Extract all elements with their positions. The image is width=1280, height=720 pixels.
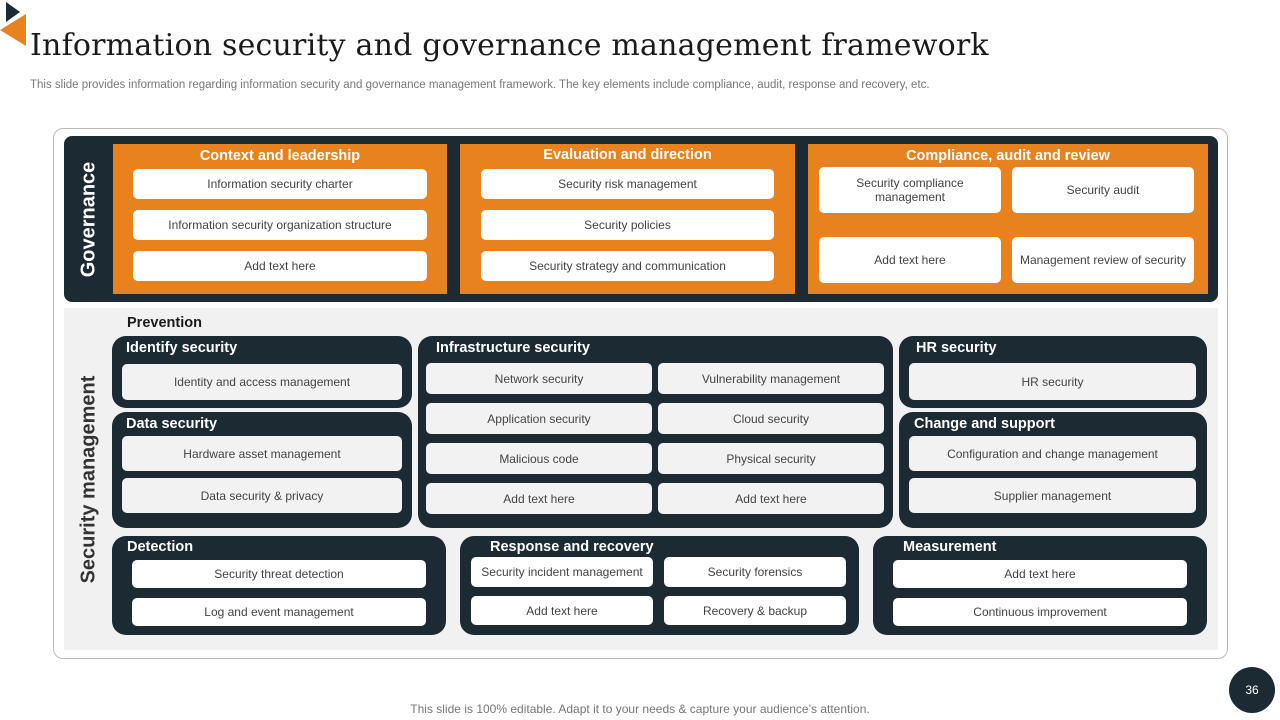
node-add-text: Add text here (893, 560, 1187, 588)
detection-panel (112, 536, 446, 635)
node-network-security: Network security (426, 363, 652, 394)
security-management-label: Security management (77, 375, 100, 583)
data-security-panel (112, 412, 412, 528)
node-management-review: Management review of security (1012, 237, 1194, 283)
node-strategy-communication: Security strategy and communication (481, 251, 774, 281)
node-recovery-backup: Recovery & backup (664, 596, 846, 625)
change-support-panel (899, 412, 1207, 528)
panel-title: Identify security (126, 340, 238, 356)
node-add-text: Add text here (471, 596, 653, 625)
infrastructure-security-panel (418, 336, 893, 528)
node-security-policies: Security policies (481, 210, 774, 240)
context-leadership-panel (113, 144, 447, 294)
logo-orange-triangle (0, 14, 26, 46)
panel-title: Evaluation and direction (543, 147, 712, 163)
node-organization-structure: Information security organization structure (133, 210, 427, 240)
node-application-security: Application security (426, 403, 652, 434)
node-threat-detection: Security threat detection (132, 560, 426, 588)
panel-title: Response and recovery (490, 539, 654, 555)
panel-title: Data security (126, 416, 218, 432)
panel-title: HR security (916, 340, 997, 356)
node-security-forensics: Security forensics (664, 557, 846, 587)
node-continuous-improvement: Continuous improvement (893, 598, 1187, 626)
footer-note: This slide is 100% editable. Adapt it to your needs & capture your audience’s attention. (410, 702, 870, 716)
evaluation-direction-panel (460, 144, 795, 294)
node-add-text: Add text here (658, 483, 884, 514)
panel-title: Infrastructure security (436, 340, 590, 356)
node-security-charter: Information security charter (133, 169, 427, 199)
response-recovery-panel (460, 536, 859, 635)
panel-title: Compliance, audit and review (906, 148, 1110, 164)
slide-title: Information security and governance management framework (30, 28, 989, 63)
panel-title: Change and support (914, 416, 1055, 432)
node-add-text: Add text here (133, 251, 427, 281)
slide-subtitle: This slide provides information regarding information security and governance management framework. The key elements include compliance, audit, response and recovery, etc. (30, 79, 930, 91)
panel-title: Context and leadership (199, 148, 361, 164)
node-data-privacy: Data security & privacy (122, 478, 402, 513)
compliance-audit-panel (808, 144, 1208, 294)
panel-title: Detection (127, 539, 194, 555)
node-hr-security: HR security (909, 363, 1196, 400)
node-compliance-management: Security compliance management (819, 167, 1001, 213)
node-malicious-code: Malicious code (426, 443, 652, 474)
node-add-text: Add text here (426, 483, 652, 514)
node-supplier-management: Supplier management (909, 478, 1196, 513)
node-identity-access: Identity and access management (122, 364, 402, 400)
node-vulnerability-management: Vulnerability management (658, 363, 884, 394)
node-physical-security: Physical security (658, 443, 884, 474)
page-number: 36 (1229, 667, 1275, 713)
governance-label: Governance (77, 161, 100, 277)
node-hardware-asset: Hardware asset management (122, 436, 402, 471)
measurement-panel (873, 536, 1207, 635)
node-risk-management: Security risk management (481, 169, 774, 199)
node-add-text: Add text here (819, 237, 1001, 283)
node-incident-management: Security incident management (471, 557, 653, 587)
node-security-audit: Security audit (1012, 167, 1194, 213)
hr-security-panel (899, 336, 1207, 408)
node-log-event: Log and event management (132, 598, 426, 626)
node-cloud-security: Cloud security (658, 403, 884, 434)
node-configuration-change: Configuration and change management (909, 436, 1196, 471)
prevention-title: Prevention (127, 315, 202, 331)
panel-title: Measurement (903, 539, 997, 555)
identify-security-panel (112, 336, 412, 408)
